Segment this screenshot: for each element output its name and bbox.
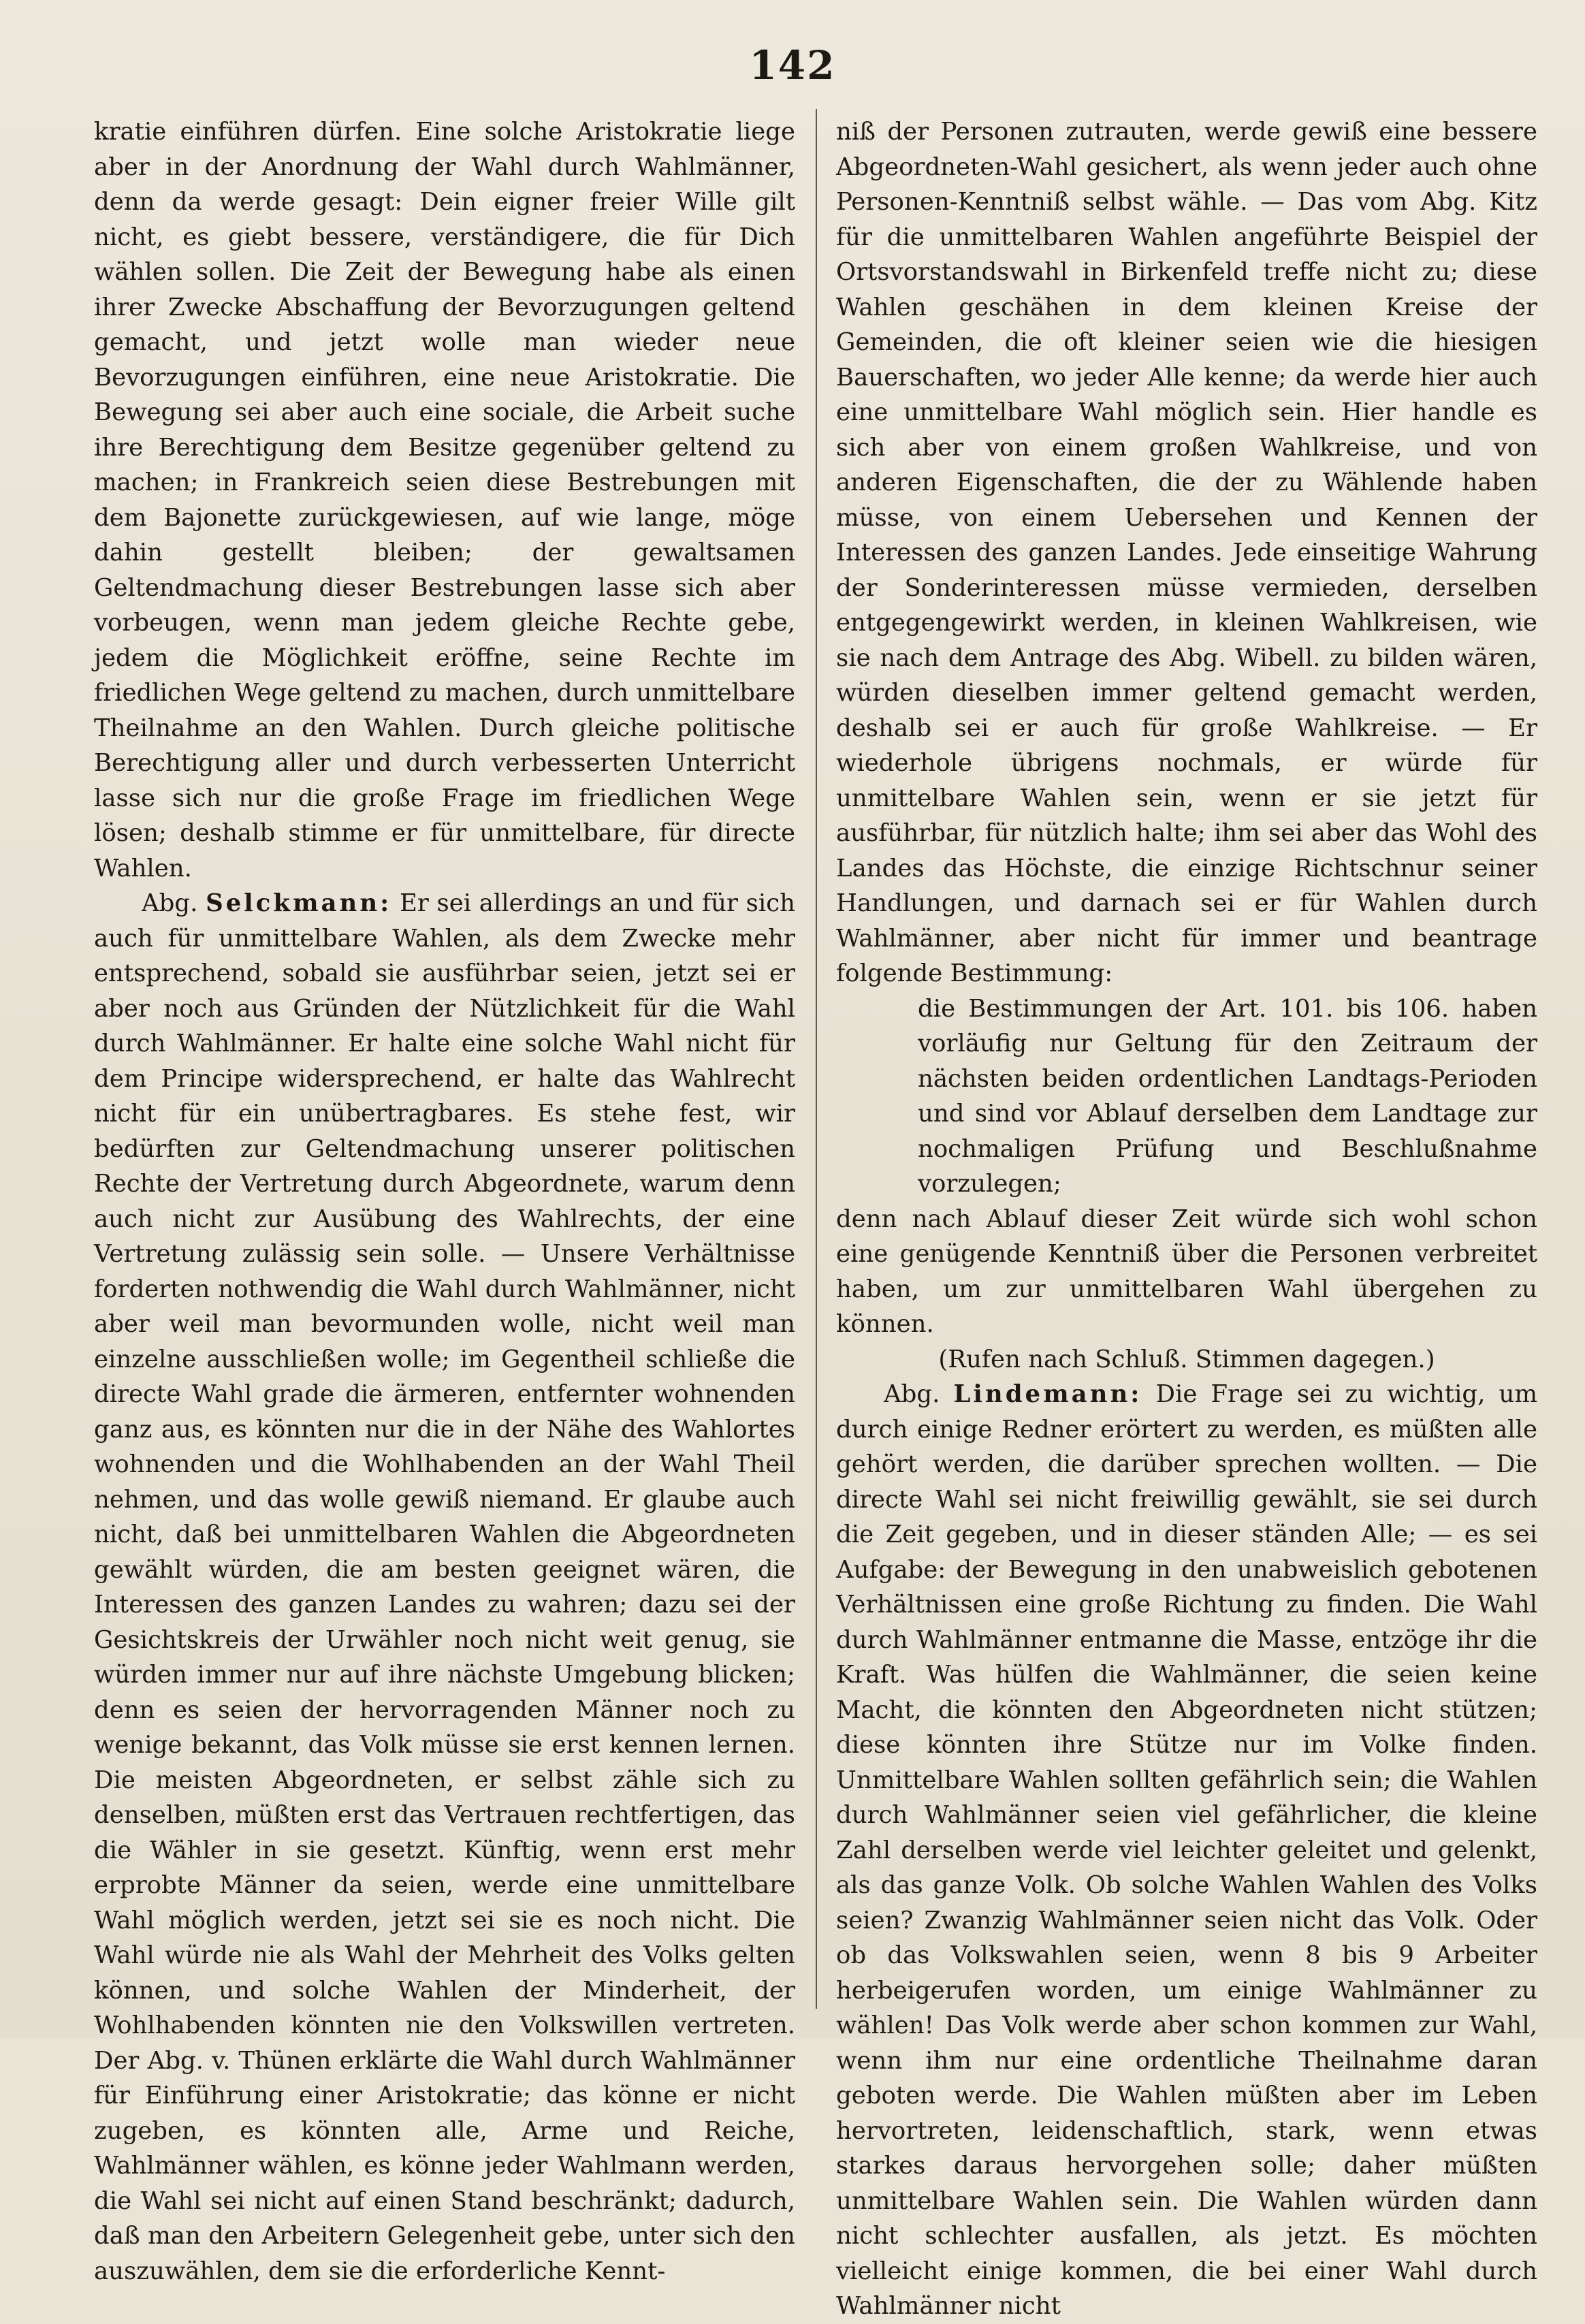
speaker-name: Selckmann:	[206, 889, 392, 917]
abbreviation-abg: Abg.	[884, 1380, 940, 1408]
paragraph: niß der Personen zutrauten, werde gewiß eine bessere Abgeordneten-Wahl gesichert, als wenn jeder auch ohne Personen-Kenntniß selbst wähle. — Das vom Abg. Kitz für die unmittelbaren Wahlen angeführte Beispiel der Ortsvorstandswahl in Birkenfeld treffe nicht zu; diese Wahlen geschähen in dem kleinen Kreise der Gemeinden, die oft kleiner seien wie die hiesigen Bauerschaften, wo jeder Alle kenne; da werde hier auch eine unmittelbare Wahl möglich sein. Hier handle es sich aber von einem großen Wahlkreise, und von anderen Eigenschaften, die der zu Wählende haben müsse, von einem Uebersehen und Kennen der Interessen des ganzen Landes. Jede einseitige Wahrung der Sonderinteressen müsse vermieden, derselben entgegengewirkt werden, in kleinen Wahlkreisen, wie sie nach dem Antrage des Abg. Wibell. zu bilden wären, würden dieselben immer geltend gemacht werden, deshalb sei er auch für große Wahlkreise. — Er wiederhole übrigens nochmals, er würde für unmittelbare Wahlen sein, wenn er sie jetzt für ausführbar, für nützlich halte; ihm sei aber das Wohl des Landes das Höchste, die einzige Richtschnur seiner Handlungen, und darnach sei er für Wahlen durch Wahlmänner, aber nicht für immer und beantrage folgende Bestimmung:	[836, 118, 1537, 987]
speaker-name: Lindemann:	[953, 1380, 1142, 1408]
interjection: (Rufen nach Schluß. Stimmen dagegen.)	[938, 1345, 1435, 1373]
speech-lindemann	[836, 1377, 1537, 2324]
left-column	[94, 114, 795, 2289]
page-number: 142	[749, 42, 836, 89]
paragraph: kratie einführen dürfen. Eine solche Aristokratie liege aber in der Anordnung der Wahl durch Wahlmänner, denn da werde gesagt: Dein eigner freier Wille gilt nicht, es giebt bessere, verständigere, die für Dich wählen sollen. Die Zeit der Bewegung habe als einen ihrer Zwecke Abschaffung der Bevorzugungen geltend gemacht, und jetzt wolle man wieder neue Bevorzugungen einführen, eine neue Aristokratie. Die Bewegung sei aber auch eine sociale, die Arbeit suche ihre Berechtigung dem Besitze gegenüber geltend zu machen; in Frankreich seien diese Bestrebungen mit dem Bajonette zurückgewiesen, auf wie lange, möge dahin gestellt bleiben; der gewaltsamen Geltendmachung dieser Bestrebungen lasse sich aber vorbeugen, wenn man jedem gleiche Rechte gebe, jedem die Möglichkeit eröffne, seine Rechte im friedlichen Wege geltend zu machen, durch unmittelbare Theilnahme an den Wahlen. Durch gleiche politische Berechtigung aller und durch verbesserten Unterricht lasse sich nur die große Frage im friedlichen Wege lösen; deshalb stimme er für unmittelbare, für directe Wahlen.	[94, 118, 795, 882]
motion-text: die Bestimmungen der Art. 101. bis 106. haben vorläufig nur Geltung für den Zeitraum der nächsten beiden ordentlichen Landtags-Perioden und sind vor Ablauf derselben dem Landtage zur nochmaligen Prüfung und Beschlußnahme vorzulegen;	[918, 994, 1537, 1198]
column-divider	[816, 109, 817, 2009]
speech-selckmann	[94, 886, 795, 2289]
speech-text: Die Frage sei zu wichtig, um durch einige Redner erörtert zu werden, es müßten alle gehört werden, die darüber sprechen wollten. — Die directe Wahl sei nicht freiwillig gewählt, sie sei durch die Zeit gegeben, und in dieser ständen Alle; — es sei Aufgabe: der Bewegung in den unabweislich gebotenen Verhältnissen eine große Richtung zu finden. Die Wahl durch Wahlmänner entmanne die Masse, entzöge ihr die Kraft. Was hülfen die Wahlmänner, die seien keine Macht, die könnten den Abgeordneten nicht stützen; diese könnten ihre Stütze nur im Volke finden. Unmittelbare Wahlen sollten gefährlich sein; die Wahlen durch Wahlmänner seien viel gefährlicher, die kleine Zahl derselben werde viel leichter geleitet und gelenkt, als das ganze Volk. Ob solche Wahlen Wahlen des Volks seien? Zwanzig Wahlmänner seien nicht das Volk. Oder ob das Volkswahlen seien, wenn 8 bis 9 Arbeiter herbeigerufen worden, um einige Wahlmänner zu wählen! Das Volk werde aber schon kommen zur Wahl, wenn ihm nur eine ordentliche Theilnahme daran geboten werde. Die Wahlen müßten aber im Leben hervortreten, leidenschaftlich, stark, wenn etwas starkes daraus hervorgehen solle; daher müßten unmittelbare Wahlen sein. Die Wahlen würden dann nicht schlechter ausfallen, als jetzt. Es möchten vielleicht einige kommen, die bei einer Wahl durch Wahlmänner nicht	[836, 1380, 1537, 2320]
paragraph: denn nach Ablauf dieser Zeit würde sich wohl schon eine genügende Kenntniß über die Personen verbreitet haben, um zur unmittelbaren Wahl übergehen zu können.	[836, 1205, 1537, 1338]
speech-text: Er sei allerdings an und für sich auch für unmittelbare Wahlen, als dem Zwecke mehr entsprechend, sobald sie ausführbar seien, jetzt sei er aber noch aus Gründen der Nützlichkeit für die Wahl durch Wahlmänner. Er halte eine solche Wahl nicht für dem Principe widersprechend, er halte das Wahlrecht nicht für ein unübertragbares. Es stehe fest, wir bedürften zur Geltendmachung unserer politischen Rechte der Vertretung durch Abgeordnete, warum denn auch nicht zur Ausübung des Wahlrechts, der eine Vertretung zulässig sein solle. — Unsere Verhältnisse forderten nothwendig die Wahl durch Wahlmänner, nicht aber weil man bevormunden wolle, nicht weil man einzelne ausschließen wolle; im Gegentheil schließe die directe Wahl grade die ärmeren, entfernter wohnenden ganz aus, es könnten nur die in der Nähe des Wahlortes wohnenden und die Wohlhabenden an der Wahl Theil nehmen, und das wolle gewiß niemand. Er glaube auch nicht, daß bei unmittelbaren Wahlen die Abgeordneten gewählt würden, die am besten geeignet wären, die Interessen des ganzen Landes zu wahren; dazu sei der Gesichtskreis der Urwähler noch nicht weit genug, sie würden immer nur auf ihre nächste Umgebung blicken; denn es seien der hervorragenden Männer noch zu wenige bekannt, das Volk müsse sie erst kennen lernen. Die meisten Abgeordneten, er selbst zähle sich zu denselben, müßten erst das Vertrauen rechtfertigen, das die Wähler in sie gesetzt. Künftig, wenn erst mehr erprobte Männer da seien, werde eine unmittelbare Wahl möglich werden, jetzt sei sie es noch nicht. Die Wahl würde nie als Wahl der Mehrheit des Volks gelten können, und solche Wahlen der Minderheit, der Wohlhabenden könnten nie den Volkswillen vertreten. Der Abg. v. Thünen erklärte die Wahl durch Wahlmänner für Einführung einer Aristokratie; das könne er nicht zugeben, es könnten alle, Arme und Reiche, Wahlmänner wählen, es könne jeder Wahlmann werden, die Wahl sei nicht auf einen Stand beschränkt; dadurch, daß man den Arbeitern Gelegenheit gebe, unter sich den auszuwählen, dem sie die erforderliche Kennt-	[94, 889, 795, 2285]
right-column	[836, 114, 1537, 2324]
abbreviation-abg: Abg.	[142, 889, 198, 917]
